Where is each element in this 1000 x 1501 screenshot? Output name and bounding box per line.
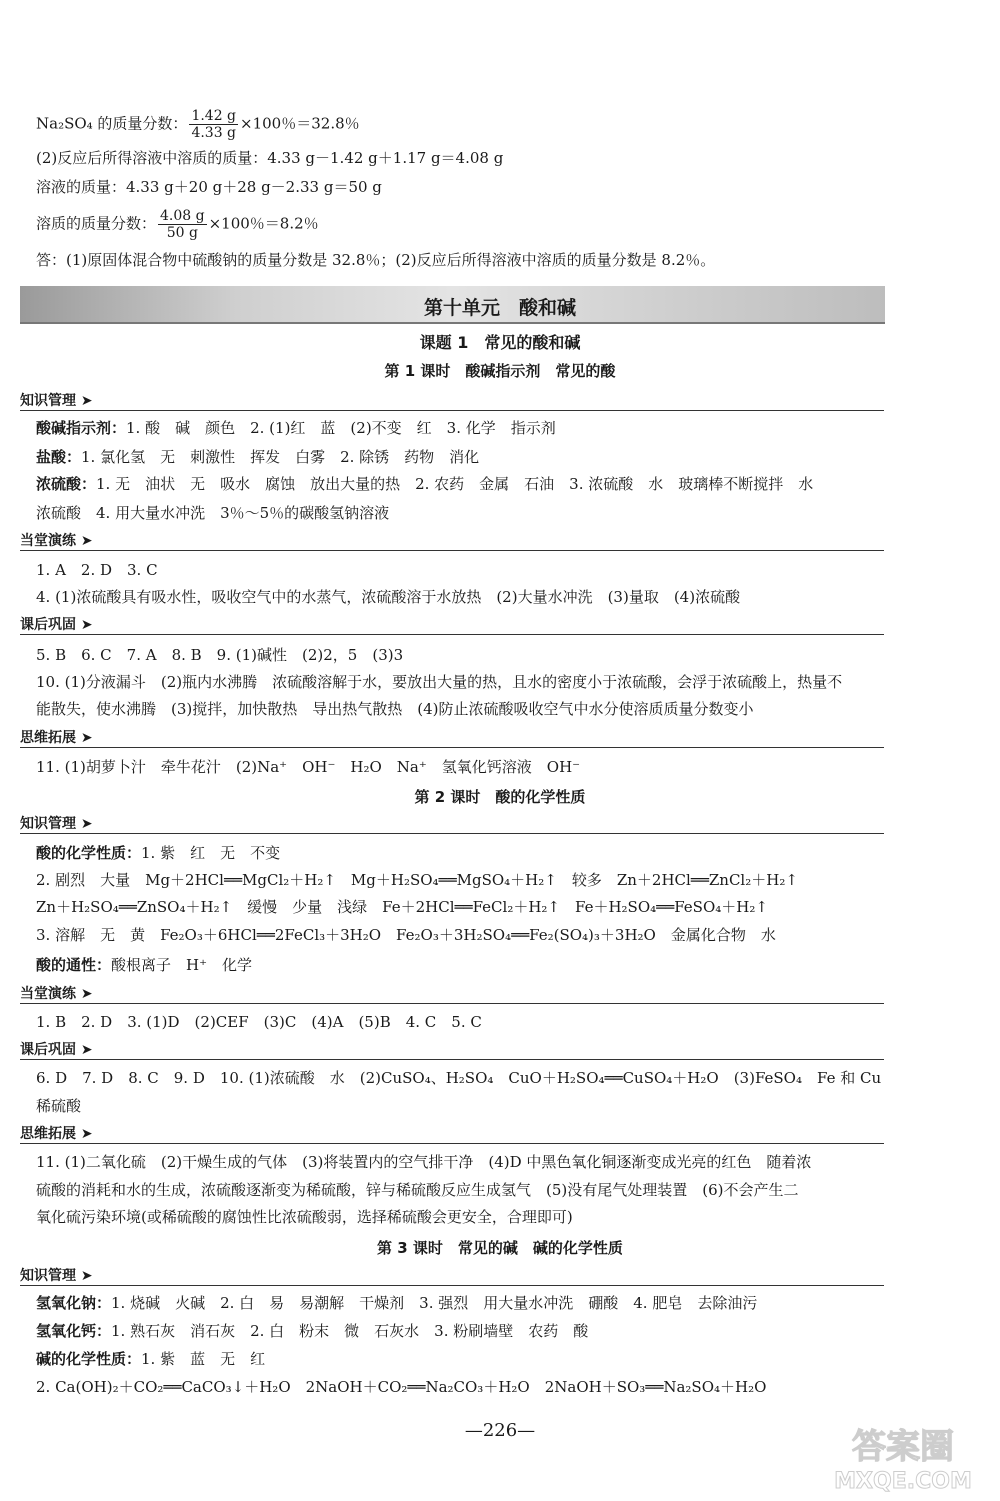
denominator: 50 g (166, 225, 198, 241)
bold-label: 碱的化学性质： (36, 1350, 142, 1368)
content-line: 3. 溶解 无 黄 Fe₂O₃＋6HCl══2FeCl₃＋3H₂O Fe₂O₃＋3H₂SO₄══Fe₂(SO₄)₃＋3H₂O 金属化合物 水 (36, 926, 776, 944)
section-label: 知识管理 ➤ (20, 393, 93, 409)
text: 1. 紫 红 无 不变 (141, 844, 281, 862)
numerator: 4.08 g (160, 208, 205, 224)
watermark-url: MXQE.COM (834, 1469, 972, 1494)
text: 1. 氯化氢 无 刺激性 挥发 白雾 2. 除锈 药物 消化 (81, 448, 480, 466)
na2so4-fraction-line (36, 108, 890, 141)
section-header (20, 614, 884, 635)
bold-label: 酸的通性： (36, 956, 112, 974)
content-line: 能散失，使水沸腾 (3)搅拌，加快散热 导出热气散热 (4)防止浓硫酸吸收空气中水分使溶质质量分数变小 (36, 700, 754, 718)
answer-line: (2)反应后所得溶液中溶质的质量：4.33 g－1.42 g＋1.17 g＝4.08 g (36, 149, 504, 167)
text: Na₂SO₄ 的质量分数： (36, 114, 188, 133)
section-header (20, 1123, 884, 1144)
page-number: —226— (464, 1420, 536, 1441)
fraction (158, 208, 207, 241)
answer-summary-line: 答：(1)原固体混合物中硫酸钠的质量分数是 32.8％；(2)反应后所得溶液中溶质的质量分数是 8.2％。 (36, 251, 716, 269)
bold-label: 浓硫酸： (36, 475, 97, 493)
section-header (20, 1265, 884, 1286)
content-line: 2. Ca(OH)₂＋CO₂══CaCO₃↓＋H₂O 2NaOH＋CO₂══Na₂CO₃＋H₂O 2NaOH＋SO₃══Na₂SO₄＋H₂O (36, 1378, 767, 1396)
content-line (36, 447, 890, 467)
content-line: 1. A 2. D 3. C (36, 561, 158, 579)
content-line: 氧化硫污染环境(或稀硫酸的腐蚀性比浓硫酸弱，选择稀硫酸会更安全，合理即可) (36, 1208, 573, 1226)
content-line: 1. B 2. D 3. (1)D (2)CEF (3)C (4)A (5)B 4. C 5. C (36, 1013, 482, 1031)
bold-label: 酸的化学性质： (36, 844, 142, 862)
section-label: 思维拓展 ➤ (20, 730, 93, 746)
topic-title: 课题 1 常见的酸和碱 (419, 333, 581, 352)
text: 1. 熟石灰 消石灰 2. 白 粉末 微 石灰水 3. 粉刷墙壁 农药 酸 (111, 1322, 589, 1340)
text: 1. 酸 碱 颜色 2. (1)红 蓝 (2)不变 红 3. 化学 指示剂 (126, 419, 556, 437)
content-line (36, 1321, 890, 1341)
content-line (36, 1349, 890, 1369)
text: 1. 烧碱 火碱 2. 白 易 易潮解 干燥剂 3. 强烈 用大量水冲洗 硼酸 4. 肥皂 去除油污 (111, 1294, 758, 1312)
content-line: 5. B 6. C 7. A 8. B 9. (1)碱性 (2)2，5 (3)3 (36, 646, 404, 664)
section-header (20, 813, 884, 834)
content-line (36, 843, 890, 863)
section-label: 思维拓展 ➤ (20, 1126, 93, 1142)
section-label: 当堂演练 ➤ (20, 533, 93, 549)
text: ×100％＝32.8％ (240, 114, 360, 133)
answer-line: 溶液的质量：4.33 g＋20 g＋28 g－2.33 g＝50 g (36, 178, 382, 196)
content-line: 稀硫酸 (36, 1097, 82, 1115)
bold-label: 盐酸： (36, 448, 82, 466)
content-line: 11. (1)二氧化硫 (2)干燥生成的气体 (3)将装置内的空气排干净 (4)D 中黑色氧化铜逐渐变成光亮的红色 随着浓 (36, 1153, 812, 1171)
section-label: 当堂演练 ➤ (20, 986, 93, 1002)
bold-label: 氢氧化钙： (36, 1322, 112, 1340)
content-line: 硫酸的消耗和水的生成，浓硫酸逐渐变为稀硫酸，锌与稀硫酸反应生成氢气 (5)没有尾气处理装置 (6)不会产生二 (36, 1181, 799, 1199)
section-header (20, 983, 884, 1004)
unit-title: 第十单元 酸和碱 (423, 297, 576, 319)
section-label: 知识管理 ➤ (20, 1268, 93, 1284)
text: 1. 紫 蓝 无 红 (141, 1350, 266, 1368)
text: 酸根离子 H⁺ 化学 (111, 956, 253, 974)
content-line: 4. (1)浓硫酸具有吸水性，吸收空气中的水蒸气，浓硫酸溶于水放热 (2)大量水冲洗 (3)量取 (4)浓硫酸 (36, 588, 741, 606)
text: ×100％＝8.2％ (208, 214, 319, 233)
lesson-title: 第 2 课时 酸的化学性质 (414, 788, 586, 806)
solute-fraction-line (36, 208, 890, 241)
content-line: 2. 剧烈 大量 Mg＋2HCl══MgCl₂＋H₂↑ Mg＋H₂SO₄══MgSO₄＋H₂↑ 较多 Zn＋2HCl══ZnCl₂＋H₂↑ (36, 871, 798, 889)
bold-label: 酸碱指示剂： (36, 419, 127, 437)
bold-label: 氢氧化钠： (36, 1294, 112, 1312)
fraction (189, 108, 238, 141)
content-line: Zn＋H₂SO₄══ZnSO₄＋H₂↑ 缓慢 少量 浅绿 Fe＋2HCl══FeCl₂＋H₂↑ Fe＋H₂SO₄══FeSO₄＋H₂↑ (36, 898, 768, 916)
content-line: 10. (1)分液漏斗 (2)瓶内水沸腾 浓硫酸溶解于水，要放出大量的热，且水的密度小于浓硫酸，会浮于浓硫酸上，热量不 (36, 673, 843, 691)
section-header (20, 390, 884, 411)
content-line (36, 955, 890, 975)
watermark-text: 答案圈 (852, 1427, 954, 1467)
text: 1. 无 油状 无 吸水 腐蚀 放出大量的热 2. 农药 金属 石油 3. 浓硫酸 水 玻璃棒不断搅拌 水 (96, 475, 814, 493)
content-line: 浓硫酸 4. 用大量水冲洗 3％～5％的碳酸氢钠溶液 (36, 504, 390, 522)
watermark-logo (815, 1420, 990, 1495)
section-label: 知识管理 ➤ (20, 816, 93, 832)
section-label: 课后巩固 ➤ (20, 1042, 93, 1058)
section-header (20, 727, 884, 748)
lesson-title: 第 1 课时 酸碱指示剂 常见的酸 (384, 362, 616, 380)
content-line: 6. D 7. D 8. C 9. D 10. (1)浓硫酸 水 (2)CuSO₄、H₂SO₄ CuO＋H₂SO₄══CuSO₄＋H₂O (3)FeSO₄ Fe 和 Cu (36, 1069, 882, 1087)
content-line: 11. (1)胡萝卜汁 牵牛花汁 (2)Na⁺ OH⁻ H₂O Na⁺ 氢氧化钙溶液 OH⁻ (36, 758, 581, 776)
content-line (36, 418, 890, 438)
numerator: 1.42 g (191, 108, 237, 124)
text: 溶质的质量分数： (36, 214, 157, 233)
section-header (20, 530, 884, 551)
section-label: 课后巩固 ➤ (20, 617, 93, 633)
lesson-title: 第 3 课时 常见的碱 碱的化学性质 (377, 1239, 623, 1257)
section-header (20, 1039, 884, 1060)
denominator: 4.33 g (191, 125, 237, 141)
content-line (36, 1293, 890, 1313)
content-line (36, 474, 900, 494)
